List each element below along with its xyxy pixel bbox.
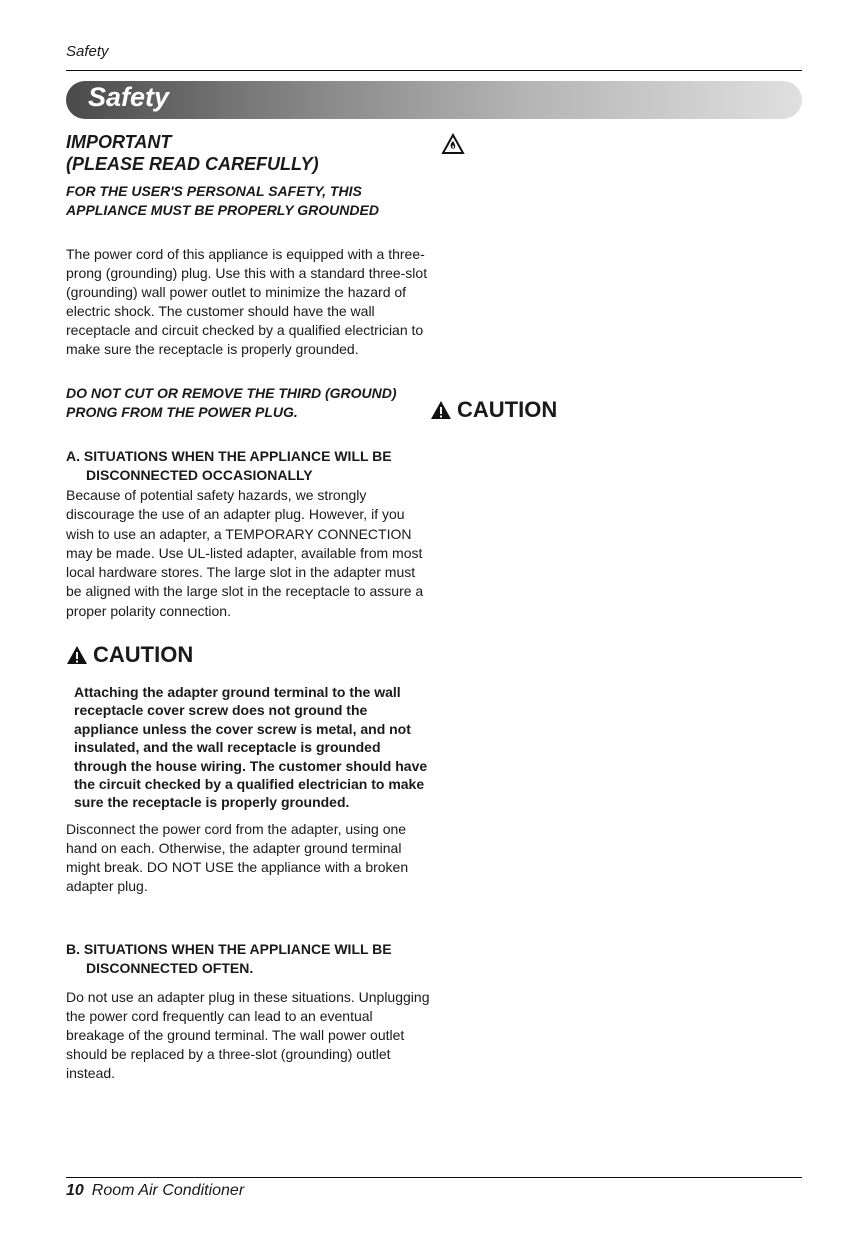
right-caution-label: CAUTION — [457, 397, 558, 422]
caution-body: Attaching the adapter ground terminal to the wall receptacle cover screw does not ground the appliance unless the cover screw is metal, and not insulated, and the wall receptacle is grounded through the house wiring. The customer should have the circuit checked by a qualified electrician to make sure the receptacle is properly grounded. — [74, 684, 428, 811]
top-rule — [66, 70, 802, 71]
warning-triangle-icon — [66, 645, 88, 665]
page-number: 10 — [66, 1182, 84, 1199]
footer-product: Room Air Conditioner — [91, 1182, 245, 1199]
power-cord-paragraph: The power cord of this appliance is equipped with a three-prong (grounding) plug. Use this with a standard three-slot (grounding) wall power outlet to minimize the hazard of electric shock. The customer should have the wall receptacle and circuit checked by a qualified electrician to make sure the receptacle is properly grounded. — [66, 246, 428, 357]
important-line1: IMPORTANT — [66, 132, 172, 152]
section-b-heading — [66, 940, 431, 978]
banner-title: Safety — [88, 82, 170, 112]
section-a-heading-line1: A. SITUATIONS WHEN THE APPLIANCE WILL BE — [66, 448, 392, 464]
section-a-heading — [66, 447, 431, 485]
section-a-paragraph: Because of potential safety hazards, we strongly discourage the use of an adapter plug. However, if you wish to use an adapter, a TEMPORARY CONNECTION may be made. Use UL-listed adapter, available from most local hardware stores. The large slot in the adapter must be aligned with the large slot in the receptacle to assure a proper polarity connection. — [66, 487, 424, 619]
section-a-heading-line2: DISCONNECTED OCCASIONALLY — [86, 467, 313, 483]
caution-label: CAUTION — [93, 642, 194, 667]
warning-triangle-icon — [430, 400, 452, 420]
section-b-paragraph: Do not use an adapter plug in these situations. Unplugging the power cord frequently can lead to an eventual breakage of the ground terminal. The wall power outlet should be replaced by a three-slot (grounding) outlet instead. — [66, 989, 430, 1081]
running-head: Safety — [66, 43, 109, 60]
section-banner — [66, 81, 802, 119]
disconnect-paragraph: Disconnect the power cord from the adapter, using one hand on each. Otherwise, the adapter ground terminal might break. DO NOT USE the appliance with a broken adapter plug. — [66, 821, 409, 894]
ground-warning: FOR THE USER'S PERSONAL SAFETY, THIS APPLIANCE MUST BE PROPERLY GROUNDED — [66, 183, 379, 218]
caution-heading — [66, 642, 193, 668]
bottom-rule — [66, 1177, 802, 1178]
right-caution-heading — [430, 397, 557, 423]
important-line2: (PLEASE READ CAREFULLY) — [66, 154, 319, 174]
page-footer — [66, 1182, 244, 1200]
dont-cut-warning: DO NOT CUT OR REMOVE THE THIRD (GROUND) PRONG FROM THE POWER PLUG. — [66, 385, 397, 420]
section-b-heading-line2: DISCONNECTED OFTEN. — [86, 960, 254, 976]
fire-warning-icon — [441, 133, 465, 160]
important-title — [66, 131, 319, 175]
section-b-heading-line1: B. SITUATIONS WHEN THE APPLIANCE WILL BE — [66, 941, 392, 957]
